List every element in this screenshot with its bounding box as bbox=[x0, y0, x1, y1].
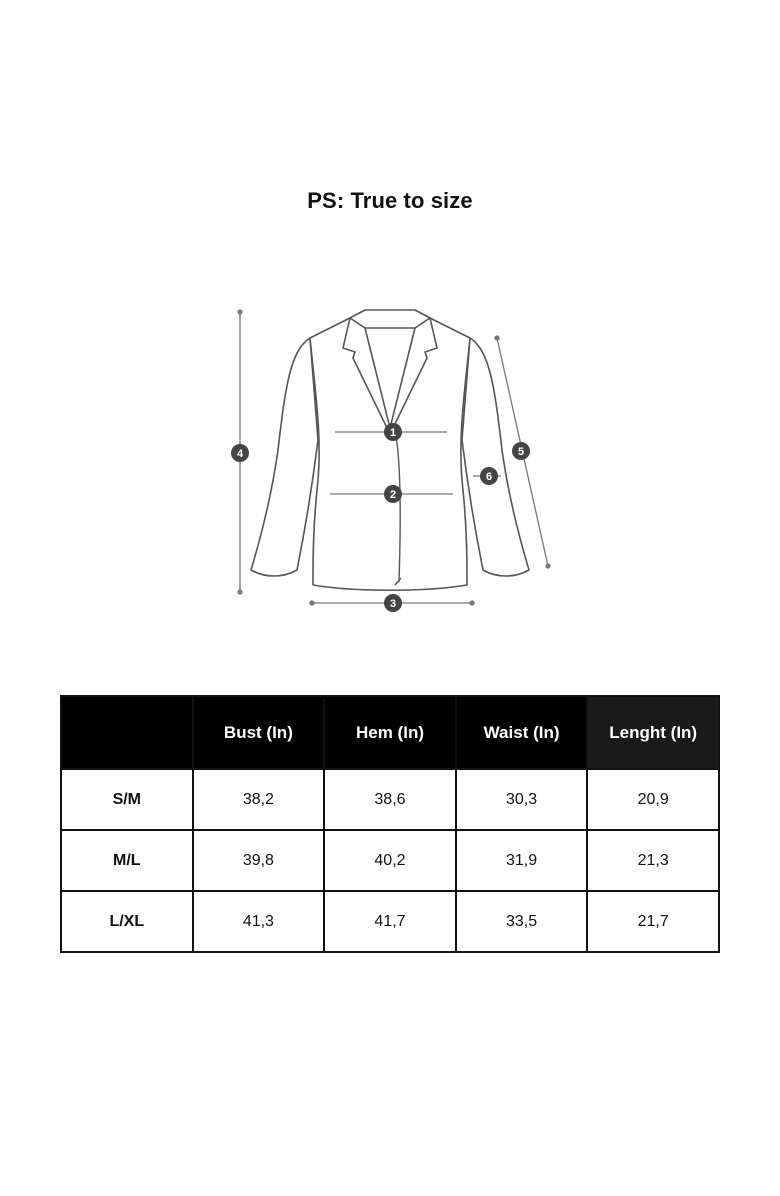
length-value: 21,3 bbox=[587, 830, 719, 891]
header-cell-empty bbox=[61, 696, 193, 769]
size-chart-table bbox=[60, 695, 720, 953]
svg-text:3: 3 bbox=[389, 598, 397, 610]
hem-value: 41,7 bbox=[324, 891, 456, 952]
waist-value: 30,3 bbox=[456, 769, 588, 830]
marker-2 bbox=[384, 485, 402, 503]
length-value: 20,9 bbox=[587, 769, 719, 830]
table-header-row bbox=[61, 696, 719, 769]
table-row bbox=[61, 830, 719, 891]
table-row bbox=[61, 769, 719, 830]
page-title: PS: True to size bbox=[307, 188, 473, 213]
header-cell-hem: Hem (In) bbox=[324, 696, 456, 769]
marker-5 bbox=[512, 442, 530, 460]
bust-value: 41,3 bbox=[193, 891, 325, 952]
marker-4 bbox=[231, 444, 249, 462]
marker-3 bbox=[384, 594, 402, 612]
svg-text:4: 4 bbox=[236, 448, 244, 460]
size-label: L/XL bbox=[61, 891, 193, 952]
marker-1 bbox=[384, 423, 402, 441]
header-cell-bust: Bust (In) bbox=[193, 696, 325, 769]
blazer-measurement-diagram bbox=[215, 300, 565, 620]
size-label: S/M bbox=[61, 769, 193, 830]
header-cell-length: Lenght (In) bbox=[587, 696, 719, 769]
marker-6 bbox=[480, 467, 498, 485]
svg-text:1: 1 bbox=[389, 427, 397, 439]
svg-text:6: 6 bbox=[485, 471, 493, 483]
header-cell-waist: Waist (In) bbox=[456, 696, 588, 769]
table-row bbox=[61, 891, 719, 952]
length-value: 21,7 bbox=[587, 891, 719, 952]
hem-value: 40,2 bbox=[324, 830, 456, 891]
waist-value: 31,9 bbox=[456, 830, 588, 891]
bust-value: 39,8 bbox=[193, 830, 325, 891]
size-label: M/L bbox=[61, 830, 193, 891]
bust-value: 38,2 bbox=[193, 769, 325, 830]
left-sleeve-outline bbox=[251, 338, 318, 576]
svg-text:5: 5 bbox=[517, 446, 525, 458]
hem-value: 38,6 bbox=[324, 769, 456, 830]
svg-text:2: 2 bbox=[389, 489, 397, 501]
waist-value: 33,5 bbox=[456, 891, 588, 952]
jacket-body-outline bbox=[310, 318, 470, 590]
